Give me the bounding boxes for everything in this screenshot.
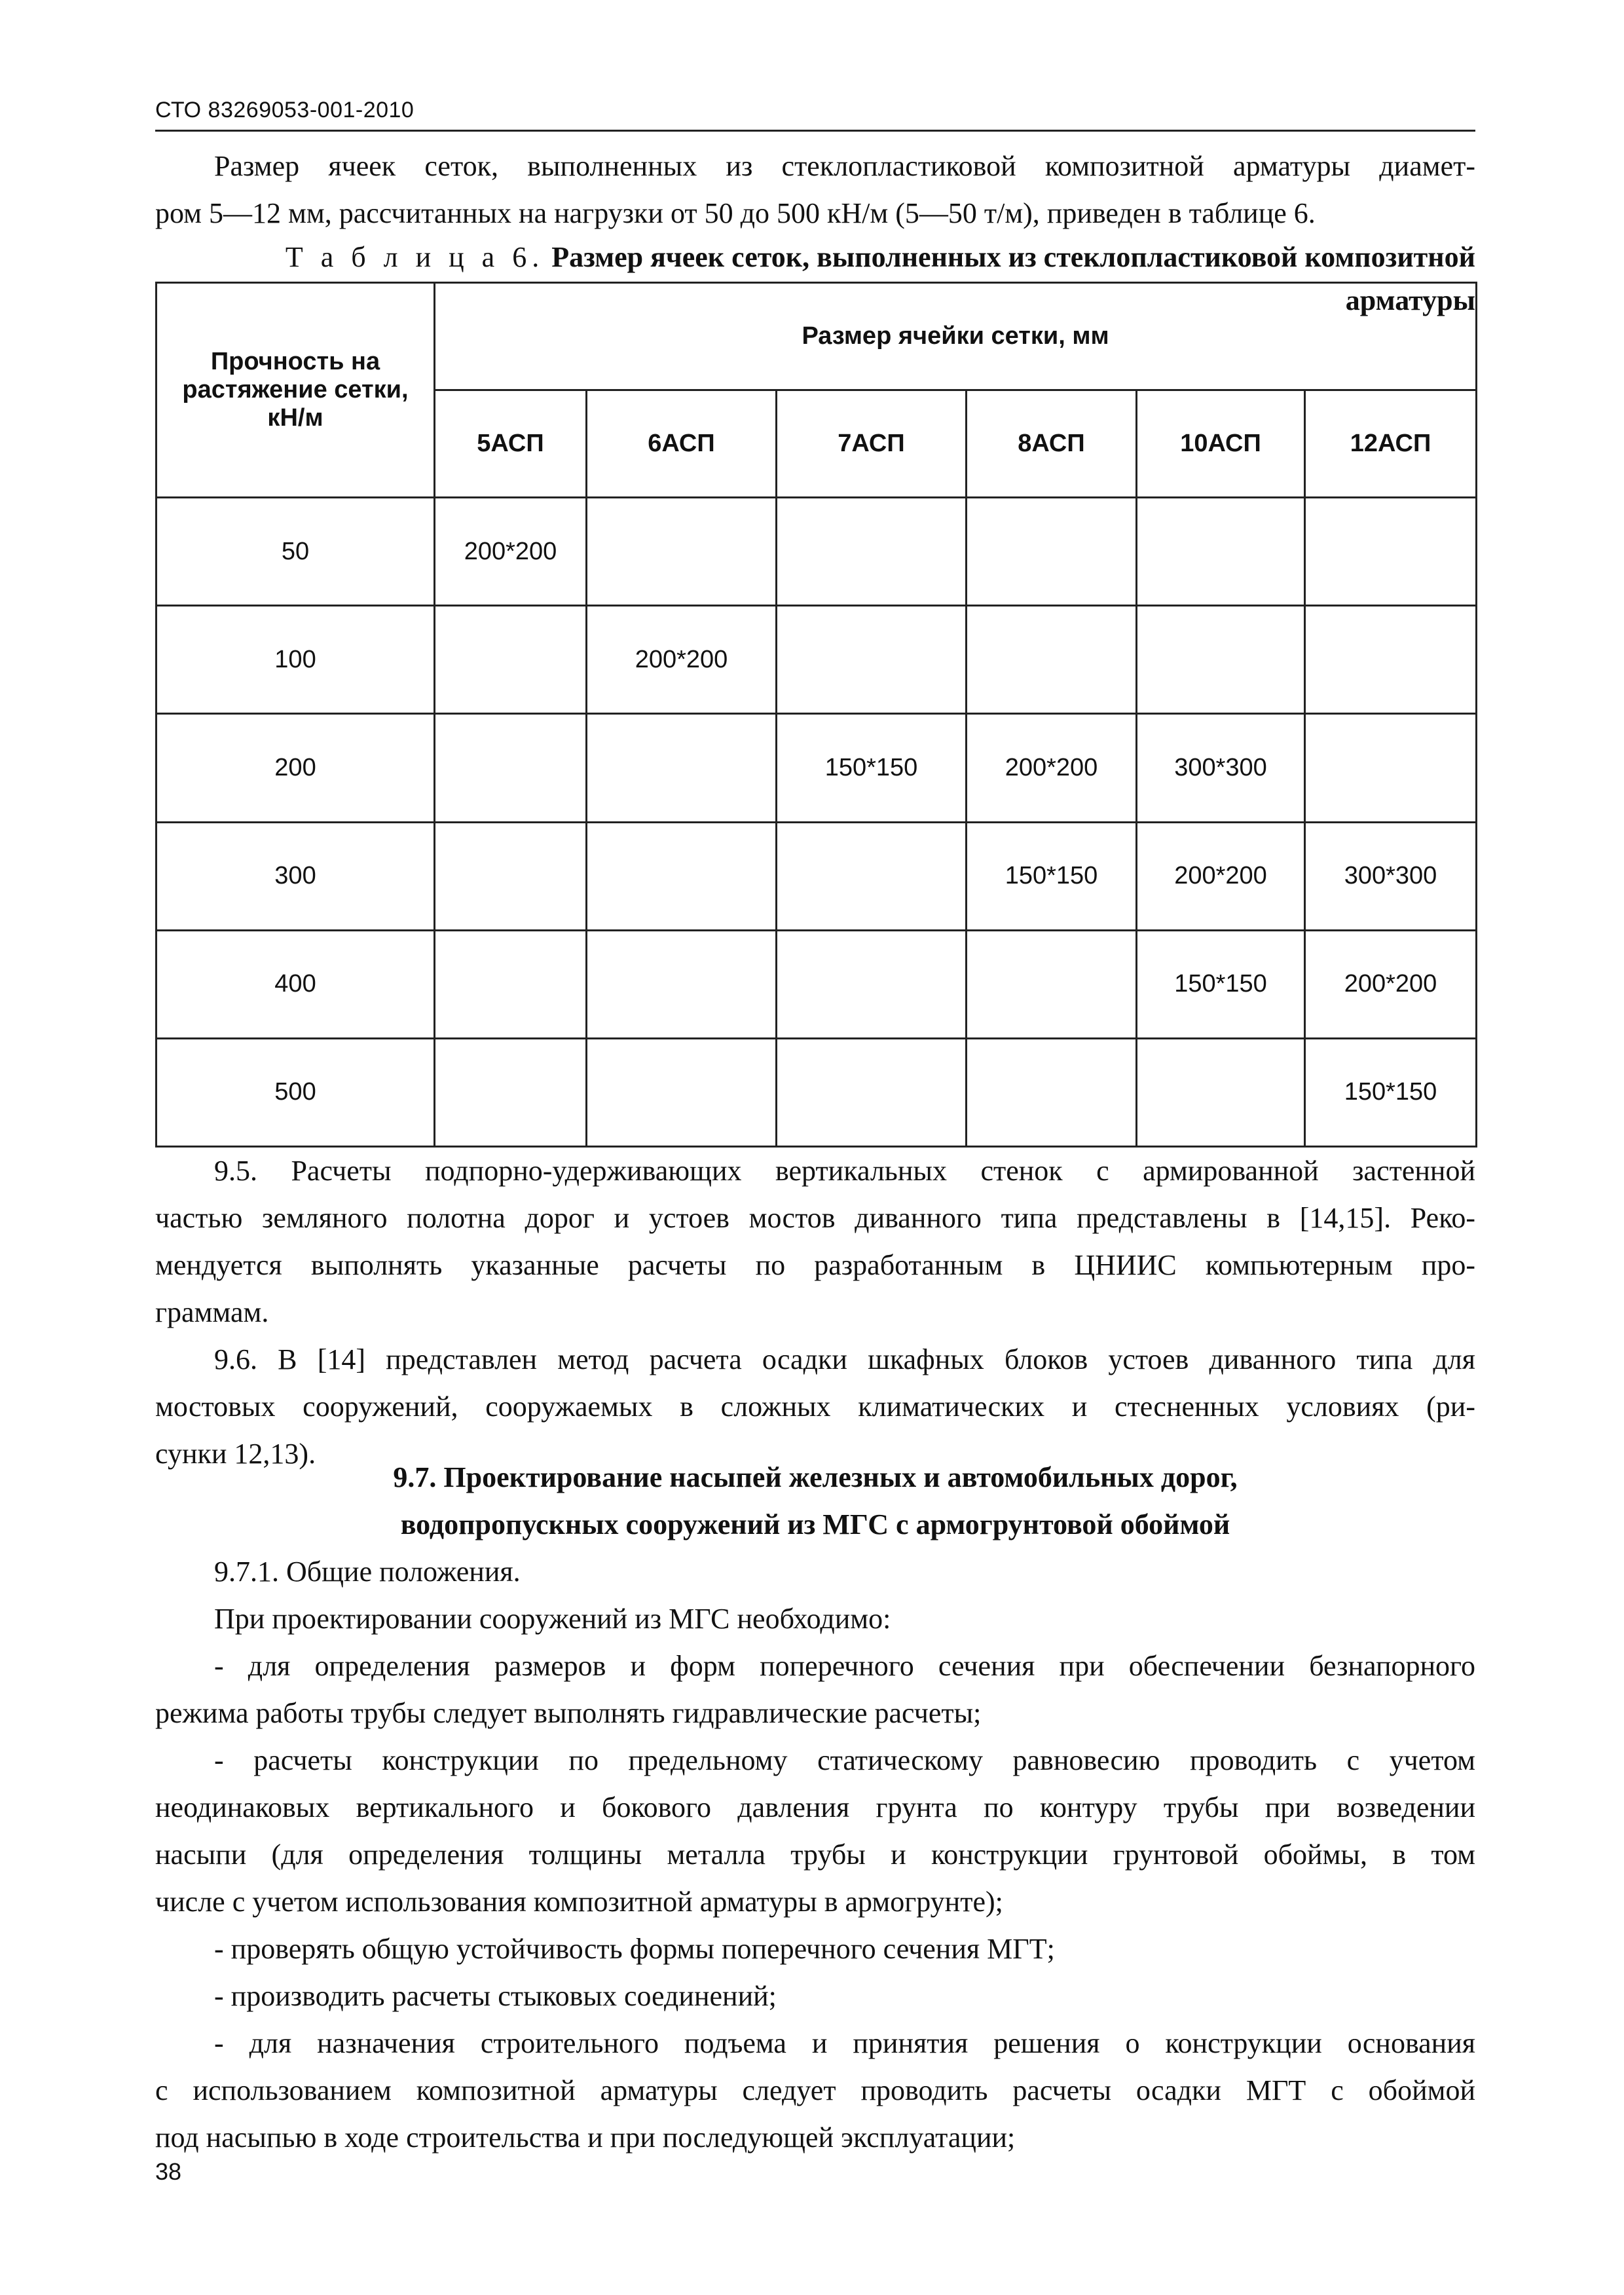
table-cell xyxy=(587,498,777,606)
table-row xyxy=(157,714,1477,822)
mesh-size-table xyxy=(155,282,1477,1148)
table-cell: 200*200 xyxy=(435,498,587,606)
list-item: - для назначения строительного подъема и принятия решения о конструкции основания с использованием композитной арматуры следует проводить расчеты осадки МГТ с обоймой под насыпью в ходе строительства и при последующей эксплуатации; xyxy=(155,2027,1475,2154)
table-cell xyxy=(587,714,777,822)
table-cell xyxy=(777,498,967,606)
column-header: 6АСП xyxy=(587,390,777,498)
table-cell xyxy=(777,822,967,930)
table-cell: 150*150 xyxy=(967,822,1137,930)
list-item: - расчеты конструкции по предельному статическому равновесию проводить с учетом неодинаковых вертикального и бокового давления грунта по контуру трубы при возведении насыпи (для определения толщины металла трубы и конструкции грунтовой обоймы, в том числе с учетом использования композитной арматуры в армогрунте); xyxy=(155,1744,1475,1918)
strength-cell: 200 xyxy=(157,714,435,822)
list-item: - для определения размеров и форм поперечного сечения при обеспечении безнапорного режима работы трубы следует выполнять гидравлические расчеты; xyxy=(155,1650,1475,1729)
table-row xyxy=(157,1038,1477,1146)
column-header: 5АСП xyxy=(435,390,587,498)
table-cell xyxy=(587,1038,777,1146)
table-cell xyxy=(967,606,1137,714)
table-row xyxy=(157,822,1477,930)
intro-paragraph: Размер ячеек сеток, выполненных из стеклопластиковой композитной арматуры диамет- ром 5—12 мм, рассчитанных на нагрузки от 50 до 500 кН/м (5—50 т/м), приведен в таблице 6. xyxy=(155,150,1475,229)
table-cell xyxy=(1305,714,1477,822)
table-cell xyxy=(1137,1038,1305,1146)
strength-cell: 500 xyxy=(157,1038,435,1146)
table-cell: 200*200 xyxy=(1137,822,1305,930)
strength-cell: 100 xyxy=(157,606,435,714)
table-cell xyxy=(435,930,587,1038)
paragraph-9-6: 9.6. В [14] представлен метод расчета осадки шкафных блоков устоев диванного типа для мостовых сооружений, сооружаемых в сложных климатических и стесненных условиях (ри- сунки 12,13). xyxy=(155,1343,1475,1470)
document-code-header: СТО 83269053-001-2010 xyxy=(155,90,1475,132)
table-cell xyxy=(967,498,1137,606)
table-cell xyxy=(435,606,587,714)
column-header: 12АСП xyxy=(1305,390,1477,498)
page-number: 38 xyxy=(155,2158,182,2185)
column-header: 7АСП xyxy=(777,390,967,498)
table-cell: 200*200 xyxy=(587,606,777,714)
table-caption-prefix: Т а б л и ц а 6. xyxy=(285,241,545,273)
table-cell: 200*200 xyxy=(1305,930,1477,1038)
table-row xyxy=(157,606,1477,714)
paragraph-9-7-1: 9.7.1. Общие положения. xyxy=(214,1556,521,1588)
list-item: - производить расчеты стыковых соединений; xyxy=(214,1980,777,2012)
table-cell xyxy=(1137,606,1305,714)
list-item: - проверять общую устойчивость формы поперечного сечения МГТ; xyxy=(214,1933,1055,1965)
table-cell: 300*300 xyxy=(1137,714,1305,822)
table-cell xyxy=(1305,606,1477,714)
table-cell xyxy=(777,1038,967,1146)
strength-cell: 50 xyxy=(157,498,435,606)
section-9-7-heading: 9.7. Проектирование насыпей железных и автомобильных дорог, водопропускных сооружений из МГС с армогрунтовой обоймой xyxy=(393,1461,1238,1540)
row-header-strength: Прочность на растяжение сетки, кН/м xyxy=(157,283,435,498)
table-cell xyxy=(777,606,967,714)
table-cell xyxy=(587,930,777,1038)
group-header-mesh-size: Размер ячейки сетки, мм xyxy=(435,283,1477,390)
table-cell xyxy=(587,822,777,930)
table-caption-title: Размер ячеек сеток, выполненных из стеклопластиковой композитной арматуры xyxy=(551,241,1475,316)
paragraph-9-5: 9.5. Расчеты подпорно-удерживающих вертикальных стенок с армированной застенной частью земляного полотна дорог и устоев мостов диванного типа представлены в [14,15]. Реко- мендуется выполнять указанные расчеты по разработанным в ЦНИИС компьютерным про- граммам. xyxy=(155,1155,1475,1328)
paragraph-requirements: При проектировании сооружений из МГС необходимо: xyxy=(214,1603,891,1635)
table-row xyxy=(157,930,1477,1038)
column-header: 10АСП xyxy=(1137,390,1305,498)
table-cell: 200*200 xyxy=(967,714,1137,822)
table-cell xyxy=(777,930,967,1038)
table-cell xyxy=(435,1038,587,1146)
table-cell: 150*150 xyxy=(1305,1038,1477,1146)
table-cell xyxy=(1305,498,1477,606)
table-cell xyxy=(967,930,1137,1038)
table-cell xyxy=(967,1038,1137,1146)
table-cell xyxy=(1137,498,1305,606)
strength-cell: 400 xyxy=(157,930,435,1038)
table-cell xyxy=(435,822,587,930)
table-cell: 150*150 xyxy=(777,714,967,822)
table-row xyxy=(157,498,1477,606)
table-cell xyxy=(435,714,587,822)
table-cell: 150*150 xyxy=(1137,930,1305,1038)
column-header: 8АСП xyxy=(967,390,1137,498)
table-cell: 300*300 xyxy=(1305,822,1477,930)
strength-cell: 300 xyxy=(157,822,435,930)
